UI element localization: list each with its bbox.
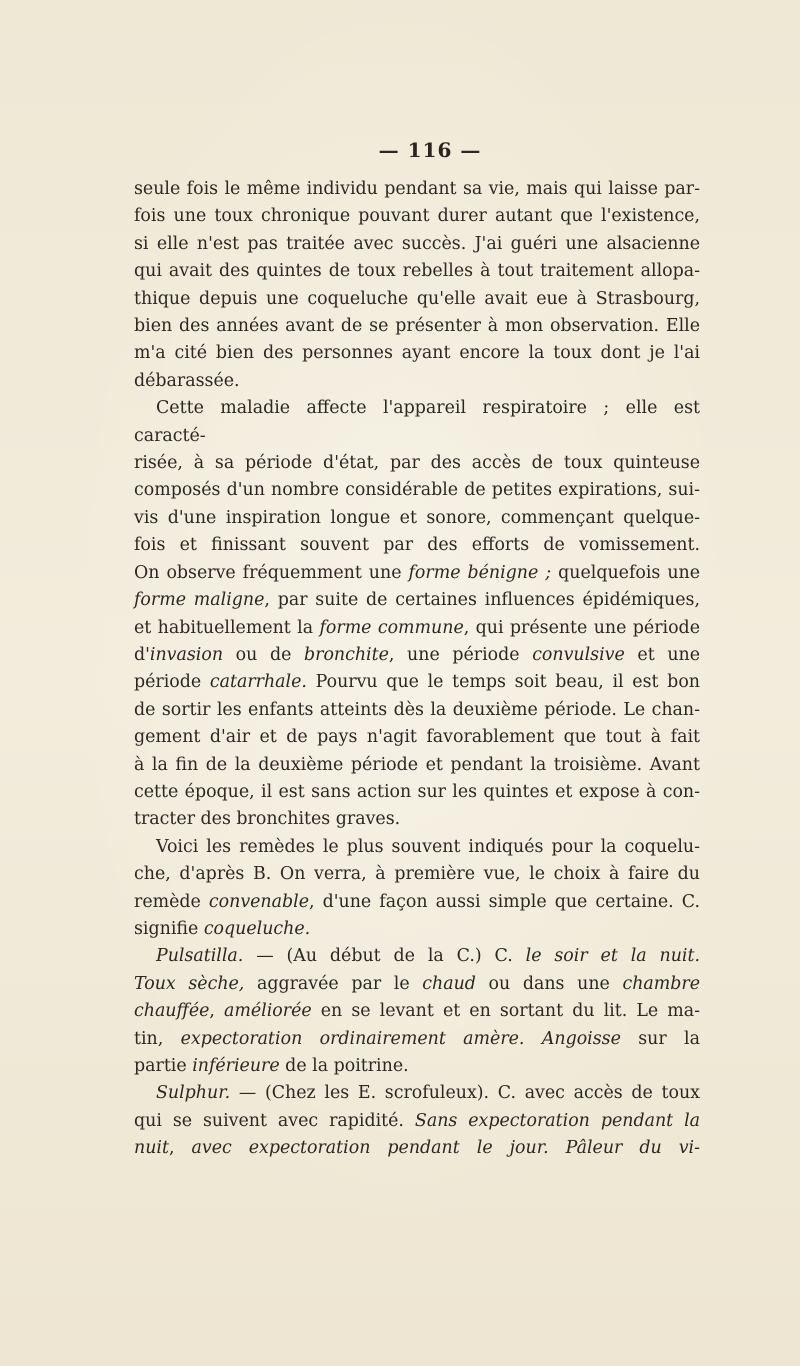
text-segment: d' xyxy=(134,644,150,665)
italic-text: améliorée xyxy=(224,1001,312,1022)
text-line xyxy=(134,615,700,642)
text-segment: , une période xyxy=(388,644,533,665)
text-line xyxy=(134,943,700,970)
text-line: bien des années avant de se présenter à mon observation. Elle xyxy=(134,316,700,337)
text-line: débarassée. xyxy=(134,370,240,391)
text-line xyxy=(134,1026,700,1053)
text-line: che, d'après B. On verra, à première vue, le choix à faire du xyxy=(134,864,700,885)
text-line xyxy=(134,642,700,669)
italic-text: bronchite xyxy=(304,644,389,665)
italic-text: Sans expectoration pendant la xyxy=(414,1110,700,1131)
text-segment: aggravée par le xyxy=(244,973,423,994)
text-segment: — (Au début de la C.) C. xyxy=(243,946,526,967)
italic-text: avec expectoration pendant le jour. Pâleur du vi- xyxy=(191,1138,700,1159)
text-line: vis d'une inspiration longue et sonore, commençant quelque- xyxy=(134,507,700,528)
text-segment: , par suite de certaines influences épidémiques, xyxy=(264,590,700,611)
text-line: cette époque, il est sans action sur les quintes et expose à con- xyxy=(134,781,700,802)
text-line: si elle n'est pas traitée avec succès. J'ai guéri une alsacienne xyxy=(134,233,700,254)
italic-text: chauffée xyxy=(134,1001,210,1022)
text-segment: ou de xyxy=(223,644,304,665)
text-line: gement d'air et de pays n'agit favorablement que tout à fait xyxy=(134,727,700,748)
text-segment: et habituellement la xyxy=(134,617,320,638)
text-line xyxy=(134,916,700,943)
text-line: de sortir les enfants atteints dès la deuxième période. Le chan- xyxy=(134,699,700,720)
text-segment: remède xyxy=(134,891,209,912)
text-segment: — (Chez les E. scrofuleux). C. avec accès de toux xyxy=(230,1083,700,1104)
italic-text: Pulsatilla. xyxy=(156,946,244,967)
body-text xyxy=(134,176,700,1163)
italic-text: forme maligne xyxy=(134,590,265,611)
page-number: — 116 — xyxy=(378,138,482,162)
text-line xyxy=(134,889,700,916)
text-segment: sur la xyxy=(620,1028,700,1049)
text-segment: , xyxy=(168,1138,192,1159)
italic-text: inférieure xyxy=(192,1056,280,1076)
text-segment: de la poitrine. xyxy=(279,1056,409,1076)
italic-text: chambre xyxy=(622,973,700,994)
text-segment: signifie xyxy=(134,918,204,939)
text-segment: période xyxy=(134,672,210,693)
text-line xyxy=(134,1080,700,1107)
text-segment: et une xyxy=(624,644,701,665)
text-segment: en se levant et en sortant du lit. Le ma- xyxy=(311,1001,700,1022)
text-line xyxy=(134,1108,700,1135)
text-line: fois une toux chronique pouvant durer autant que l'existence, xyxy=(134,206,700,227)
text-line: Voici les remèdes le plus souvent indiqués pour la coquelu- xyxy=(156,836,700,857)
text-segment: tin, xyxy=(134,1028,181,1049)
text-line: thique depuis une coqueluche qu'elle avait eue à Strasbourg, xyxy=(134,288,700,309)
text-line: fois et finissant souvent par des efforts de vomissement. xyxy=(134,535,700,556)
text-segment: On observe fréquemment une xyxy=(134,562,409,583)
text-line: m'a cité bien des personnes ayant encore la toux dont je l'ai xyxy=(134,343,700,364)
text-line xyxy=(134,1135,700,1162)
text-line xyxy=(134,587,700,614)
text-segment: quelquefois une xyxy=(551,562,701,583)
text-segment: partie xyxy=(134,1056,193,1076)
italic-text: forme commune xyxy=(319,617,464,638)
italic-text: forme bénigne ; xyxy=(408,562,552,583)
italic-text: catarrhale. xyxy=(209,672,307,693)
italic-text: nuit xyxy=(134,1138,169,1159)
text-segment: qui se suivent avec rapidité. xyxy=(134,1110,415,1131)
text-segment: Pourvu que le temps soit beau, il est bon xyxy=(306,672,700,693)
text-line xyxy=(134,1053,700,1080)
italic-text: invasion xyxy=(149,644,224,665)
text-line xyxy=(134,560,700,587)
text-line xyxy=(134,971,700,998)
text-segment: , d'une façon aussi simple que certaine. C. xyxy=(309,891,701,912)
italic-text: Toux sèche, xyxy=(134,973,245,994)
italic-text: le soir et la nuit. xyxy=(525,946,700,967)
italic-text: chaud xyxy=(422,973,476,994)
italic-text: coqueluche. xyxy=(203,918,311,939)
text-line: Cette maladie affecte l'appareil respiratoire ; elle est caracté- xyxy=(134,398,700,446)
text-segment: , xyxy=(209,1001,225,1022)
text-line xyxy=(134,669,700,696)
text-line xyxy=(134,998,700,1025)
text-segment: , qui présente une période xyxy=(463,617,700,638)
text-line: qui avait des quintes de toux rebelles à tout traitement allopa- xyxy=(134,261,700,282)
italic-text: expectoration ordinairement amère. Angoisse xyxy=(180,1028,621,1049)
text-segment: ou dans une xyxy=(475,973,623,994)
text-line: risée, à sa période d'état, par des accès de toux quinteuse xyxy=(134,453,700,474)
text-line: seule fois le même individu pendant sa vie, mais qui laisse par- xyxy=(134,179,700,199)
italic-text: Sulphur. xyxy=(156,1083,231,1104)
italic-text: convenable xyxy=(208,891,309,912)
italic-text: convulsive xyxy=(532,644,625,665)
text-line: tracter des bronchites graves. xyxy=(134,809,401,830)
text-line: composés d'un nombre considérable de petites expirations, sui- xyxy=(134,480,700,501)
text-line: à la fin de la deuxième période et pendant la troisième. Avant xyxy=(134,754,700,775)
